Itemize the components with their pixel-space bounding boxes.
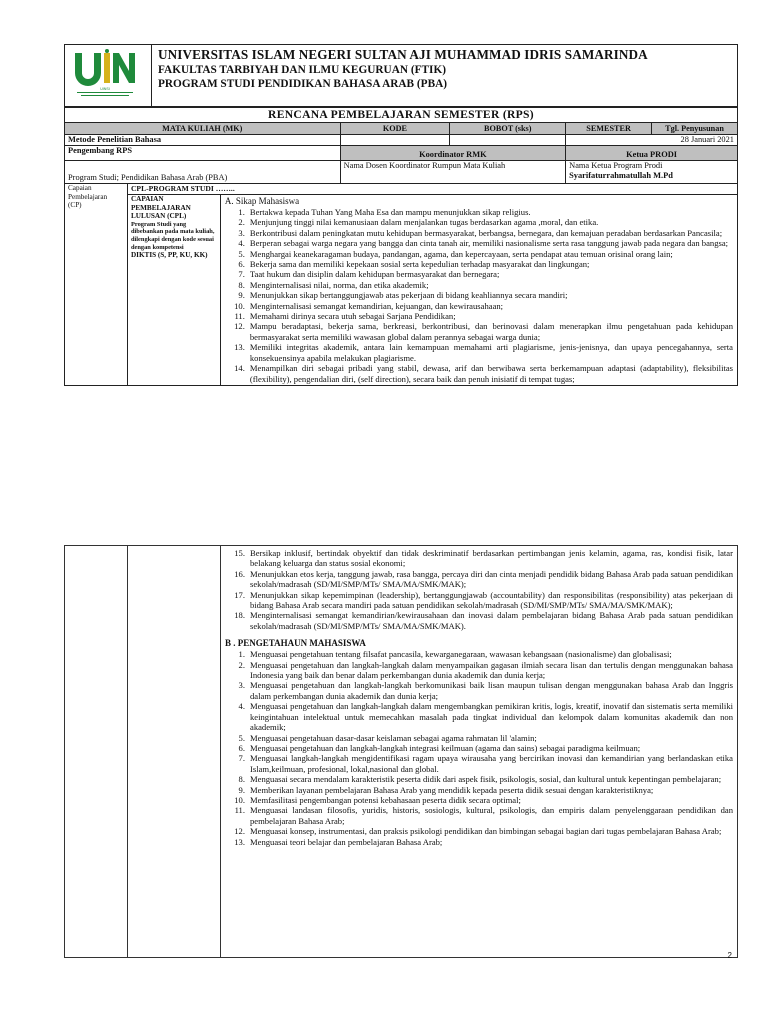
sikap-list: [225, 207, 733, 384]
list-item-text: Menginternalisasi nilai, norma, dan etika akademik;: [249, 279, 429, 290]
page-number: 2: [727, 951, 732, 960]
logo-text: UINSI: [100, 87, 110, 91]
list-item: [225, 363, 733, 384]
list-item: [225, 805, 733, 826]
sikap-list-cont: [225, 548, 733, 631]
list-item-text: Menguasai pengetahuan dan langkah-langkah dalam menyampaikan gagasan ilmiah secara lisan dan tertulis dengan menggunakan bahasa Indonesia yang baik dan benar dalam perkembangan dunia akademik dan dunia kerja;: [250, 659, 733, 681]
rps-page-1: [64, 44, 738, 386]
list-item-number: 14.: [234, 363, 245, 374]
list-item-text: Berkontribusi dalam peningkatan mutu kehidupan bermasyarakat, berbangsa, bernegara, dan kemajuan peradaban berdasarkan Pancasila;: [249, 227, 723, 238]
list-item-text: Menguasai konsep, instrumentasi, dan praksis psikologi pendidikan dan bimbingan sebagai bagian dari tugas pembelajaran Bahasa Arab;: [250, 826, 722, 837]
list-item-text: Menguasai pengetahuan dan langkah-langkah dalam mengembangkan pemikiran kritis, logis, kreatif, inovatif dan sistematis serta memiliki keingintahuan intelektual untuk memecahkan masalah pada tingkat individual dan kelompok dalam komunitas akademik dan non akademik;: [250, 701, 733, 733]
list-item-text: Menunjukkan sikap bertanggungjawab atas pekerjaan di bidang keahliannya secara mandiri;: [249, 290, 568, 301]
list-item-text: Menguasai pengetahuan dan langkah-langkah berkomunikasi baik lisan maupun tulisan dengan menggunakan bahasa Arab dan Inggris dalam perkembangan dunia akademik dan dunia kerja;: [250, 680, 733, 701]
list-item: [225, 290, 733, 300]
list-item-number: 12.: [234, 321, 245, 332]
list-item-number: 9.: [238, 290, 245, 301]
list-item: [225, 249, 733, 259]
list-item: [225, 743, 733, 753]
col-semester: SEMESTER: [566, 123, 651, 134]
pengetahuan-list: [225, 649, 733, 847]
list-item-text: Menguasai pengetahuan tentang filsafat pancasila, kewarganegaraan, wawasan kebangsaan (nasionalisme) dan globalisasi;: [250, 649, 672, 660]
list-item-number: 2.: [238, 217, 245, 228]
list-item: [225, 826, 733, 836]
koordinator-label: Koordinator RMK: [340, 146, 566, 161]
ketua-title: Nama Ketua Program Prodi: [569, 161, 663, 170]
col-mata-kuliah: MATA KULIAH (MK): [65, 123, 341, 135]
list-item: [225, 837, 733, 847]
list-item-text: Menunjukkan sikap kepemimpinan (leadership), bertanggungjawab (accountability) dan responsibilitas (responsibility) atas pekerjaan di bidang Bahasa Arab secara mandiri pada satuan pendidikan sekolah/madrasah (SD/MI/SMP/MTs/ SMA/MA/SMK/MAK);: [250, 589, 733, 611]
list-item-number: 8.: [238, 279, 245, 290]
list-item-text: Bertakwa kepada Tuhan Yang Maha Esa dan mampu menunjukkan sikap religius.: [249, 207, 531, 217]
sikap-heading: A. Sikap Mahasiswa: [224, 196, 300, 206]
list-item: [225, 259, 733, 269]
list-item-number: 3.: [238, 227, 245, 238]
rps-page-2: [64, 545, 738, 958]
list-item: [225, 228, 733, 238]
course-name: Metode Penelitian Bahasa: [65, 135, 341, 146]
list-item-text: Menjunjung tinggi nilai kemanusiaan dalam menjalankan tugas berdasarkan agama ,moral, dan etika.: [249, 217, 599, 228]
list-item-number: 9.: [238, 784, 245, 795]
pengetahuan-heading: B . PENGETAHAUN MAHASISWA: [225, 638, 366, 649]
list-item-number: 7.: [238, 269, 245, 280]
list-item-number: 2.: [238, 659, 245, 670]
list-item-number: 5.: [238, 732, 245, 743]
list-item-number: 11.: [234, 311, 245, 322]
list-item: [225, 207, 733, 217]
pengembang-label: Pengembang RPS: [65, 146, 341, 161]
university-logo-icon: [69, 47, 141, 99]
course-date: 28 Januari 2021: [566, 135, 738, 146]
list-item-number: 11.: [234, 805, 245, 816]
cpl-dikti: DIKTIS (S, PP, KU, KK): [130, 251, 208, 260]
list-item: [225, 795, 733, 805]
list-item-number: 4.: [238, 701, 245, 712]
list-item-text: Menguasai landasan filosofis, yuridis, historis, sosiologis, kultural, psikologis, dan empiris dalam penyelenggaraan pendidikan dan pembelajaran Bahasa Arab;: [250, 805, 733, 826]
list-item: [225, 660, 733, 681]
list-item-text: Menghargai keanekaragaman budaya, pandangan, agama, dan kepercayaan, serta pendapat atau temuan orisinal orang lain;: [249, 248, 673, 259]
list-item-text: Memiliki integritas akademik, antara lain kemampuan memahami arti plagiarisme, jenis-jenisnya, dan upaya pencegahannya, serta konsekuensinya apabila melakukan plagiarisme.: [249, 342, 733, 363]
list-item-number: 6.: [238, 259, 245, 270]
cp-label-1: Capaian: [68, 184, 92, 192]
list-item-number: 1.: [238, 649, 245, 660]
rps-table-continued: [64, 545, 738, 958]
list-item: [225, 548, 733, 569]
list-item: [225, 217, 733, 227]
list-item: [225, 774, 733, 784]
list-item-text: Memahami dirinya secara utuh sebagai Sarjana Pendidikan;: [249, 311, 456, 322]
list-item-number: 15.: [234, 548, 245, 558]
list-item: [225, 733, 733, 743]
list-item-number: 12.: [234, 826, 245, 837]
list-item-number: 1.: [238, 207, 245, 217]
list-item-number: 17.: [234, 589, 245, 600]
list-item-text: Menguasai pengetahuan dan langkah-langkah integrasi keilmuan (agama dan sains) sebagai paradigma keilmuan;: [250, 742, 641, 753]
list-item-text: Menguasai secara mendalam karakteristik peserta didik dari aspek fisik, psikologis, sosial, dan kultural untuk kepentingan pembelajaran;: [250, 774, 722, 785]
cpl-prodi: CPL-PROGRAM STUDI ……..: [127, 184, 737, 195]
list-item: [225, 301, 733, 311]
list-item: [225, 342, 733, 363]
list-item: [225, 610, 733, 631]
list-item-text: Menampilkan diri sebagai pribadi yang stabil, dewasa, arif dan berwibawa serta berkemampuan adaptasi (adaptability), fleksibilitas (flexibility), pengendalian diri, (self direction), secara baik dan penuh inisiatif di tempat tugas;: [249, 363, 733, 384]
list-item-text: Menguasai pengetahuan dasar-dasar keislaman sebagai agama rahmatan lil 'alamin;: [250, 732, 537, 743]
cpl-note: Program Studi yang dibebankan pada mata kuliah, dilengkapi dengan kode sesuai dengan kompetensi: [130, 220, 215, 251]
rps-table: [64, 107, 738, 386]
list-item-text: Berperan sebagai warga negara yang bangga dan cinta tanah air, memiliki nasionalisme serta rasa tanggung jawab pada negara dan bangsa;: [249, 238, 729, 249]
list-item-number: 8.: [238, 774, 245, 785]
list-item-text: Bekerja sama dan memiliki kepekaan sosial serta kepedulian terhadap masyarakat dan lingkungan;: [249, 259, 590, 270]
ketua-name: Syarifaturrahmatullah M.Pd: [569, 171, 673, 180]
list-item-text: Menguasai langkah-langkah mengidentifikasi ragam upaya wirausaha yang bercirikan inovasi dan kemandirian yang berlandaskan etika Islam,keilmuan, profesional, lokal,nasional dan global.: [250, 753, 733, 774]
cp-label-cell: [65, 184, 128, 386]
university-name: UNIVERSITAS ISLAM NEGERI SULTAN AJI MUHAMMAD IDRIS SAMARINDA: [158, 47, 648, 62]
list-item-number: 13.: [234, 836, 245, 847]
col-tgl-penyusunan: Tgl. Penyusunan: [652, 123, 737, 134]
koordinator-name: Nama Dosen Koordinator Rumpun Mata Kuliah: [340, 161, 566, 184]
list-item-text: Mampu beradaptasi, bekerja sama, berkreasi, berkontribusi, dan berinovasi dalam menerapkan ilmu pengetahuan pada kehidupan bermasyarakat serta memiliki wawasan global dalam perannya sebagai warga dunia;: [249, 321, 733, 342]
cp-label-2: Pembelajaran: [68, 192, 108, 201]
header-table: [64, 44, 738, 107]
cpl-desc: CAPAIAN PEMBELAJARAN LULUSAN (CPL): [130, 195, 191, 221]
list-item: [225, 680, 733, 701]
col-kode: KODE: [340, 123, 450, 135]
content-cell-cont: [221, 546, 738, 958]
list-item: [225, 321, 733, 342]
list-item: [225, 569, 733, 590]
list-item-text: Menguasai teori belajar dan pembelajaran Bahasa Arab;: [250, 836, 443, 847]
rps-title: RENCANA PEMBELAJARAN SEMESTER (RPS): [65, 108, 738, 123]
list-item-number: 13.: [234, 342, 245, 353]
list-item-text: Bersikap inklusif, bertindak obyektif dan tidak deskriminatif berdasarkan pertimbangan jenis kelamin, agama, ras, kondisi fisik, latar belakang keluarga dan status sosial ekonomi;: [250, 548, 733, 569]
list-item-number: 6.: [238, 742, 245, 753]
list-item-number: 5.: [238, 248, 245, 259]
list-item: [225, 785, 733, 795]
list-item-number: 16.: [234, 568, 245, 579]
list-item-number: 18.: [234, 610, 245, 621]
list-item-number: 7.: [238, 753, 245, 764]
list-item: [225, 311, 733, 321]
list-item-number: 4.: [238, 238, 245, 249]
list-item-number: 10.: [234, 300, 245, 311]
list-item: [225, 280, 733, 290]
list-item-text: Menunjukkan etos kerja, tanggung jawab, rasa bangga, percaya diri dan cinta menjadi pendidik bidang Bahasa Arab pada satuan pendidikan sekolah/madrasah (SD/MI/SMP/MTs/ SMA/MA/SMK/MAK);: [250, 568, 733, 590]
program-name: PROGRAM STUDI PENDIDIKAN BAHASA ARAB (PBA): [158, 78, 448, 90]
sikap-cell: [220, 195, 737, 386]
list-item-text: Memberikan layanan pembelajaran Bahasa Arab yang mendidik kepada peserta didik sesuai dengan karakteristiknya;: [250, 784, 654, 795]
list-item: [225, 753, 733, 774]
list-item-text: Memfasilitasi pengembangan potensi kebahasaan peserta didik secara optimal;: [250, 794, 521, 805]
list-item-text: Menginternalisasi semangat kemandirian, kejuangan, dan kewirausahaan;: [249, 300, 504, 311]
list-item: [225, 590, 733, 611]
prodi-name: Program Studi; Pendidikan Bahasa Arab (PBA): [65, 161, 341, 184]
logo-cell: [65, 45, 152, 107]
list-item-number: 3.: [238, 680, 245, 691]
cp-label-cell-cont: [65, 546, 128, 958]
cpl-desc-cell: [127, 195, 220, 386]
col-bobot: BOBOT (sks): [450, 123, 566, 135]
list-item-number: 10.: [234, 794, 245, 805]
ketua-label: Ketua PRODI: [566, 146, 738, 161]
list-item-text: Menginternalisasi semangat kemandirian/kewirausahaan dan inovasi dalam pembelajaran bidang Bahasa Arab pada satuan pendidikan sekolah/madrasah (SD/MI/SMP/MTs/ SMA/MA/SMK/MAK).: [250, 610, 733, 631]
cpl-desc-cell-cont: [128, 546, 221, 958]
list-item: [225, 701, 733, 732]
list-item-text: Taat hukum dan disiplin dalam kehidupan bermasyarakat dan bernegara;: [249, 269, 500, 280]
list-item: [225, 238, 733, 248]
column-headers: [65, 123, 738, 135]
list-item: [225, 649, 733, 659]
cp-label-3: (CP): [68, 201, 82, 210]
header-text-cell: [152, 45, 738, 107]
list-item: [225, 269, 733, 279]
faculty-name: FAKULTAS TARBIYAH DAN ILMU KEGURUAN (FTIK): [158, 64, 446, 76]
